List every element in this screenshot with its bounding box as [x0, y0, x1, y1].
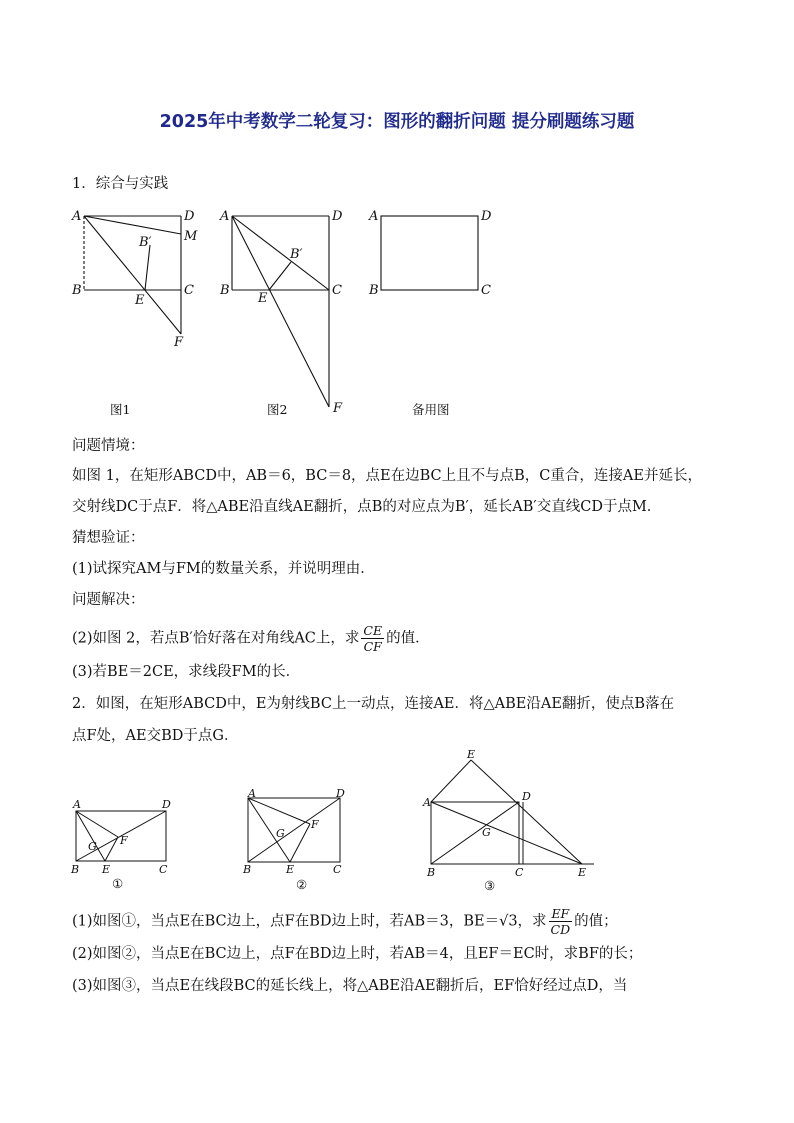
q2f2-label-B: B — [243, 863, 252, 876]
fig3-label-A: A — [369, 209, 379, 224]
q2f3-label-E-top: E — [467, 750, 476, 761]
q1-context-label: 问题情境： — [72, 438, 145, 454]
fig1-label-D: D — [184, 209, 195, 224]
fig1-label-Bp: B′ — [139, 235, 152, 250]
fig1-label-M: M — [184, 229, 198, 244]
q2-stem-line-2: 点F处，AE交BD于点G． — [72, 728, 239, 744]
q2f2-label-E: E — [286, 863, 295, 876]
fig1-label-C: C — [184, 283, 194, 298]
q2f2-label-G: G — [276, 827, 285, 840]
q2-part-3: (3)如图③，当点E在线段BC的延长线上，将△ABE沿AE翻折后，EF恰好经过点D，当 — [72, 978, 628, 994]
q1-solve-label: 问题解决： — [72, 592, 145, 608]
q2f1-label-A: A — [73, 798, 81, 811]
q2f2-label-C: C — [333, 863, 342, 876]
fig3-label-D: D — [481, 209, 492, 224]
q2f1-label-G: G — [88, 840, 97, 853]
q1-figure-2 — [214, 204, 354, 422]
q2-part-1-suffix: 的值； — [574, 913, 618, 930]
q2f2-label-F: F — [311, 818, 319, 831]
q2f2-label-D: D — [336, 787, 345, 800]
q2f3-label-B: B — [427, 866, 436, 879]
fraction-numerator: CE — [363, 623, 383, 638]
fig2-label-D: D — [332, 209, 343, 224]
q1-part-3: (3)若BE＝2CE，求线段FM的长． — [72, 664, 301, 680]
q2-part-1-prefix: (1)如图①，当点E在BC边上，点F在BD边上时，若AB＝3，BE＝√3，求 — [72, 913, 547, 930]
q1-context-line-1: 如图 1，在矩形ABCD中，AB＝6，BC＝8，点E在边BC上且不与点B，C重合，连接AE并延长， — [72, 468, 702, 484]
q2-figure-2-caption: ② — [296, 877, 308, 892]
page-title: 2025年中考数学二轮复习：图形的翻折问题 提分刷题练习题 — [159, 112, 635, 132]
q1-part-1: (1)试探究AM与FM的数量关系，并说明理由． — [72, 561, 375, 577]
q2-stem-line-1: 2．如图，在矩形ABCD中，E为射线BC上一动点，连接AE．将△ABE沿AE翻折，使点B落在 — [72, 696, 675, 712]
q1-context-line-2: 交射线DC于点F．将△ABE沿直线AE翻折，点B的对应点为B′，延长AB′交直线CD于点M． — [72, 499, 662, 515]
fraction-numerator: EF — [549, 906, 573, 922]
fig1-label-A: A — [72, 209, 82, 224]
fig2-label-C: C — [332, 283, 342, 298]
fig3-label-C: C — [481, 283, 491, 298]
q1-figure-1 — [66, 204, 206, 422]
q2-figure-3 — [420, 750, 600, 898]
q2f3-label-C: C — [515, 866, 524, 879]
q2-part-2: (2)如图②，当点E在BC边上，点F在BD边上时，若AB＝4，且EF＝EC时，求BF的长； — [72, 946, 643, 962]
fig3-label-B: B — [369, 283, 379, 298]
q2f1-label-C: C — [159, 863, 168, 876]
fig1-label-B: B — [72, 283, 82, 298]
fig2-label-B: B — [220, 283, 230, 298]
fig2-label-E: E — [258, 291, 268, 306]
q2-figure-1 — [66, 794, 186, 896]
q2f3-label-A: A — [423, 796, 431, 809]
q2f3-label-E: E — [578, 866, 587, 879]
q2f3-label-G: G — [482, 826, 491, 839]
q2-figure-1-caption: ① — [112, 876, 124, 891]
q2f1-label-D: D — [162, 798, 171, 811]
fig1-label-E: E — [135, 293, 145, 308]
fraction-denominator: CF — [363, 639, 382, 654]
fraction-denominator: CD — [550, 922, 571, 937]
q2f1-label-E: E — [102, 863, 111, 876]
q2f1-label-B: B — [71, 863, 80, 876]
q1-part-2-suffix: 的值． — [386, 630, 430, 647]
q2f2-label-A: A — [248, 787, 256, 800]
q1-heading: 1．综合与实践 — [72, 176, 169, 192]
q2f1-label-F: F — [120, 834, 128, 847]
q1-part-2-prefix: (2)如图 2，若点B′恰好落在对角线AC上，求 — [72, 630, 360, 647]
q2f3-label-D: D — [522, 790, 531, 803]
fig2-label-Bp: B′ — [290, 247, 303, 262]
q1-part-2 — [72, 623, 430, 654]
q1-part-2-fraction — [361, 623, 384, 654]
q2-figure-2 — [240, 786, 360, 896]
fig2-caption: 图2 — [267, 402, 288, 417]
fig2-label-A: A — [220, 209, 230, 224]
q2-part-1 — [72, 906, 618, 937]
q1-verify-label: 猜想验证： — [72, 530, 145, 546]
q2-part-1-fraction — [549, 906, 573, 937]
fig1-label-F: F — [174, 335, 184, 350]
fig3-caption: 备用图 — [412, 402, 450, 417]
fig2-label-F: F — [333, 401, 343, 416]
fig1-caption: 图1 — [110, 402, 131, 417]
q1-figure-3 — [362, 204, 502, 422]
q2-figure-3-caption: ③ — [484, 878, 496, 893]
